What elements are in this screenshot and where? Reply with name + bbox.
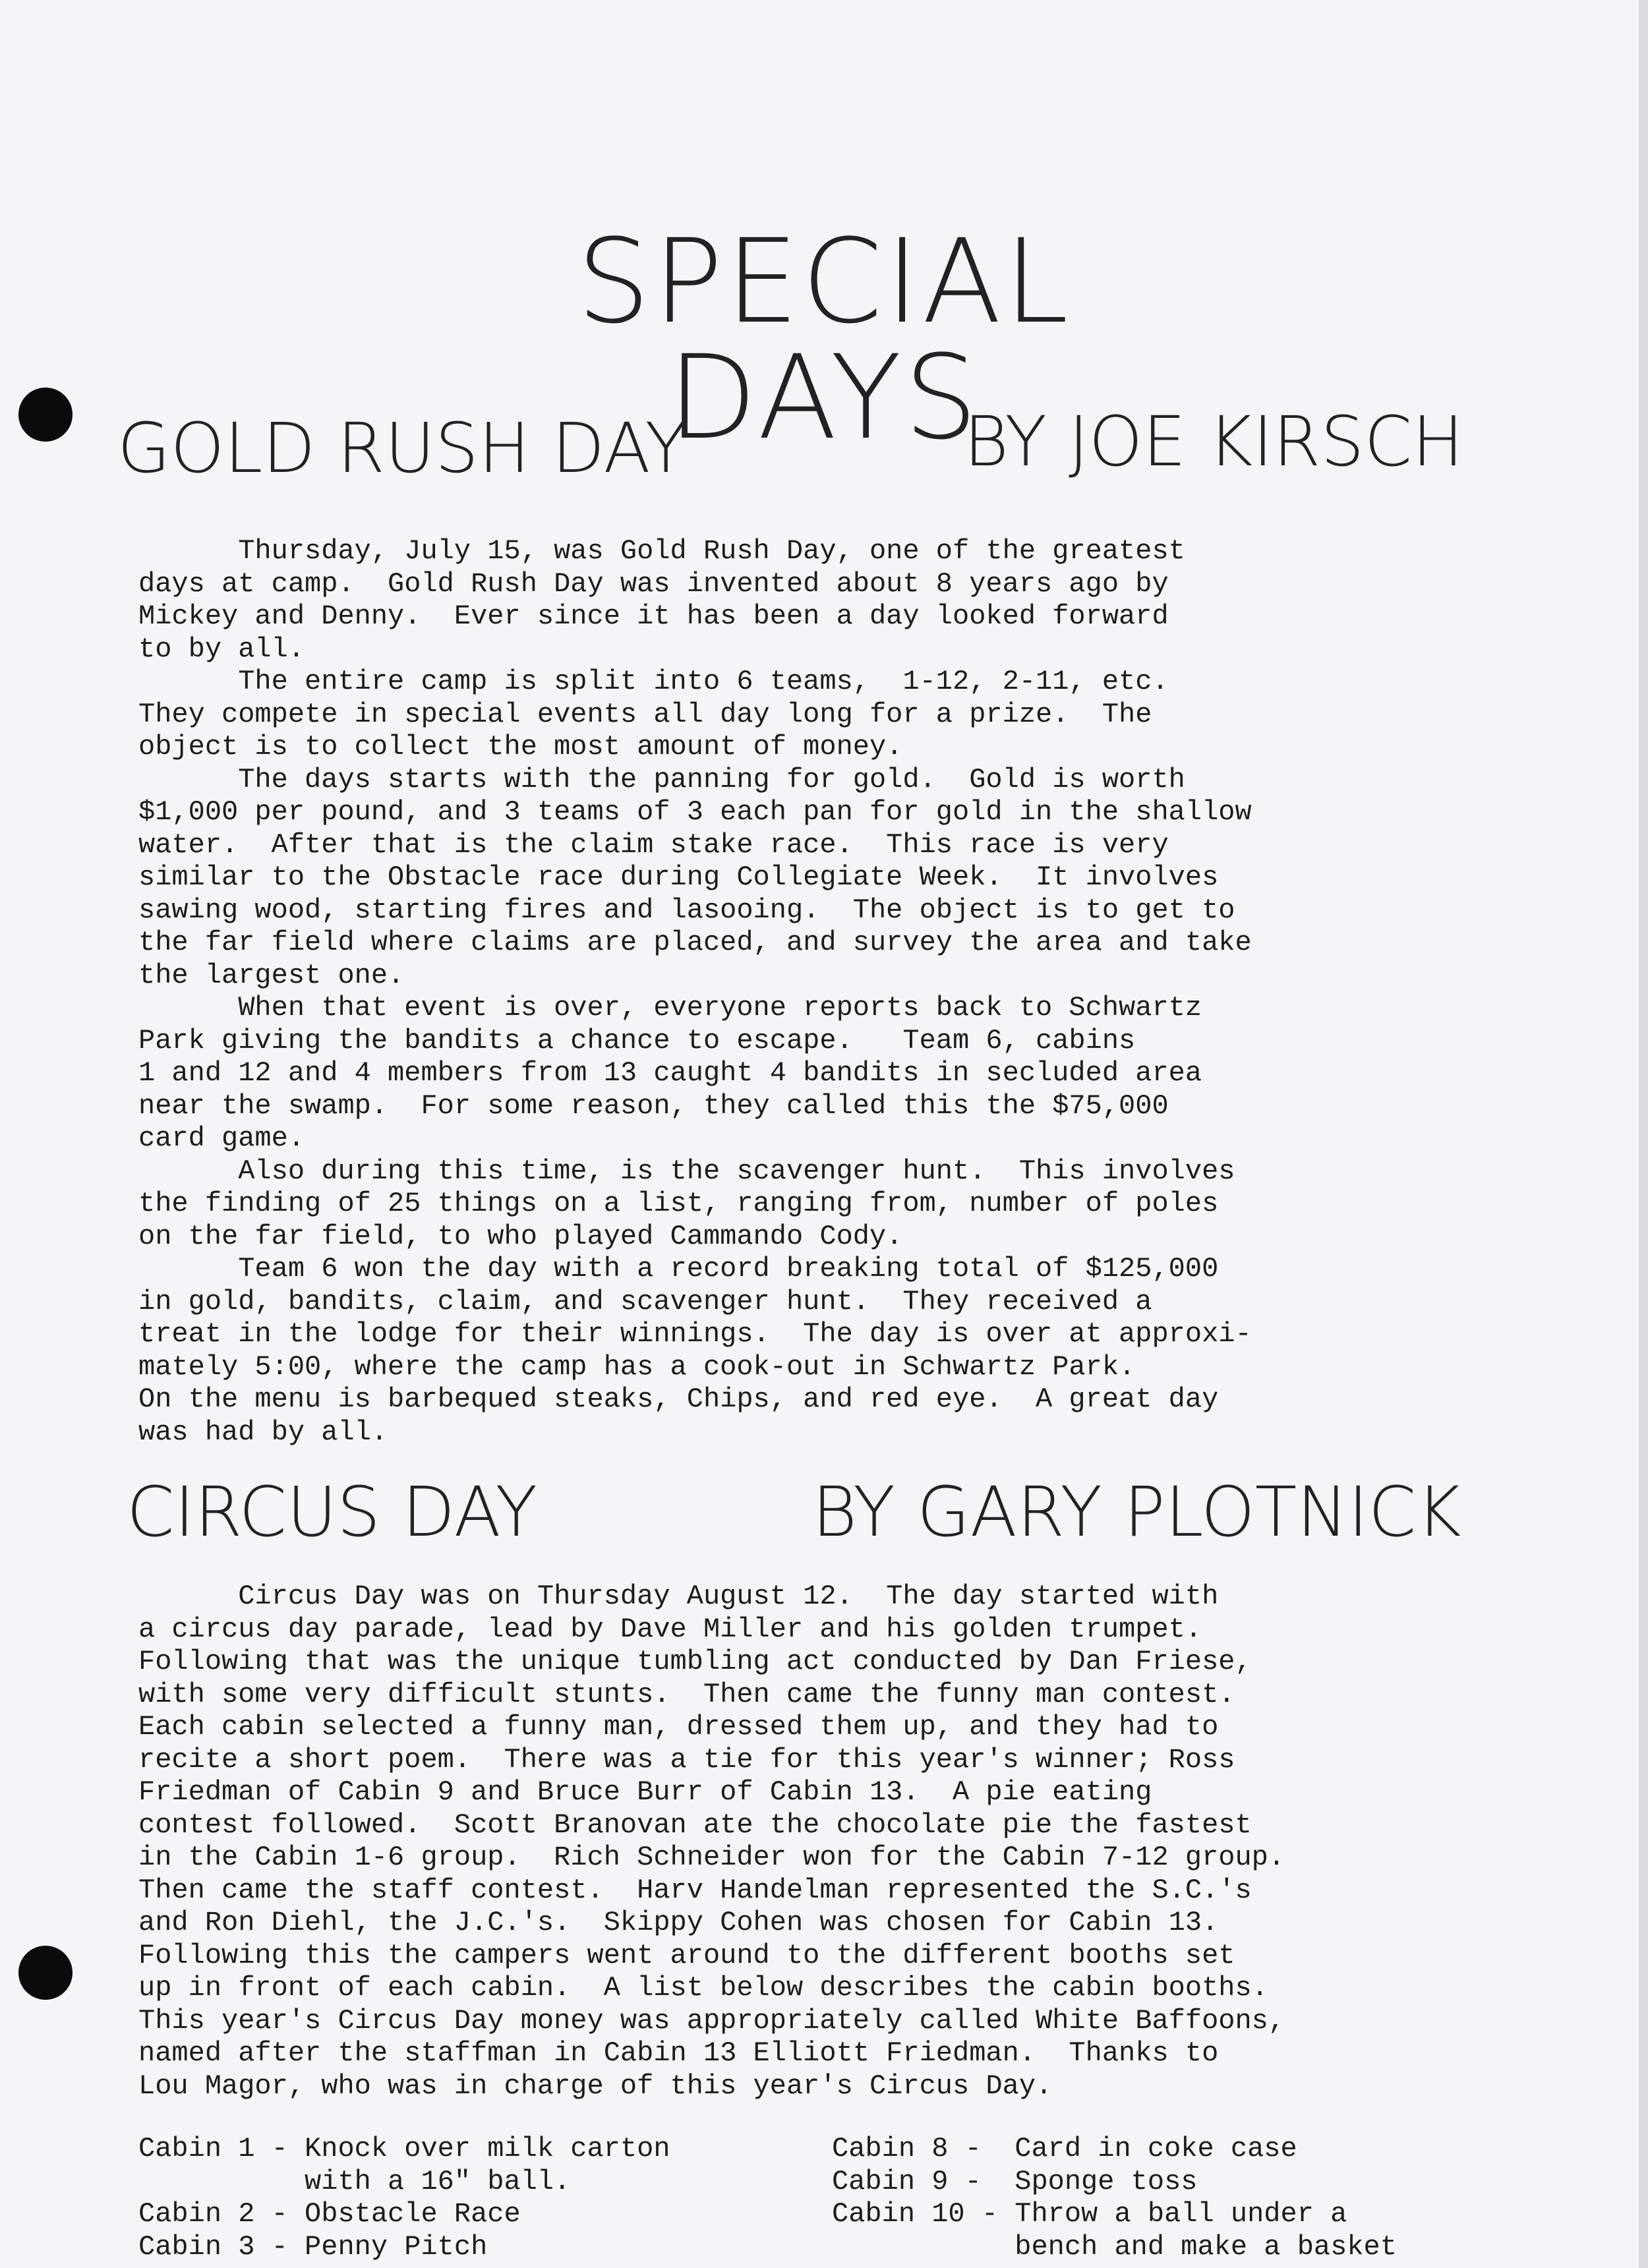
booth-list-left — [138, 2133, 670, 2263]
article-line: Thursday, July 15, was Gold Rush Day, one of the greatest — [138, 535, 1185, 567]
booth-line: with a 16" ball. — [138, 2165, 571, 2197]
binder-hole-top — [18, 388, 73, 442]
booth-line: bench and make a basket — [832, 2230, 1397, 2263]
booth-line: Cabin 3 - Penny Pitch — [138, 2230, 488, 2263]
article-line: card game. — [138, 1122, 305, 1154]
article-line: The days starts with the panning for gold. Gold is worth — [138, 763, 1185, 796]
article-line: The entire camp is split into 6 teams, 1-12, 2-11, etc. — [138, 666, 1169, 697]
article-line: Following that was the unique tumbling act conducted by Dan Friese, — [138, 1646, 1252, 1677]
gold-rush-byline: BY JOE KIRSCH — [964, 401, 1464, 482]
article-line: contest followed. Scott Branovan ate the chocolate pie the fastest — [138, 1809, 1252, 1841]
article-line: and Ron Diehl, the J.C.'s. Skippy Cohen was chosen for Cabin 13. — [138, 1907, 1219, 1938]
article-line: with some very difficult stunts. Then came the funny man contest. — [138, 1678, 1235, 1710]
booth-line: Cabin 8 - Card in coke case — [832, 2133, 1297, 2165]
booth-list-right — [832, 2133, 1397, 2263]
article-line: water. After that is the claim stake race. This race is very — [138, 829, 1169, 861]
article-line: in the Cabin 1-6 group. Rich Schneider won for the Cabin 7-12 group. — [138, 1842, 1285, 1873]
page-title: SPECIAL DAYS — [576, 214, 1072, 465]
article-line: Also during this time, is the scavenger hunt. This involves — [138, 1155, 1235, 1187]
article-line: treat in the lodge for their winnings. The day is over at approxi- — [138, 1318, 1252, 1350]
circus-day-byline: BY GARY PLOTNICK — [812, 1472, 1461, 1552]
article-line: object is to collect the most amount of money. — [138, 731, 903, 763]
booth-line: Cabin 10 - Throw a ball under a — [832, 2198, 1347, 2230]
circus-day-article — [138, 1581, 1457, 2103]
article-line: Then came the staff contest. Harv Handelman represented the S.C.'s — [138, 1874, 1252, 1906]
booth-line: Cabin 9 - Sponge toss — [832, 2165, 1198, 2197]
article-line: Friedman of Cabin 9 and Bruce Burr of Cabin 13. A pie eating — [138, 1776, 1152, 1808]
article-line: up in front of each cabin. A list below describes the cabin booths. — [138, 1972, 1268, 2004]
article-line: was had by all. — [138, 1416, 388, 1448]
article-line: Each cabin selected a funny man, dressed them up, and they had to — [138, 1711, 1219, 1743]
article-line: This year's Circus Day money was appropriately called White Baffoons, — [138, 2004, 1285, 2037]
article-line: $1,000 per pound, and 3 teams of 3 each pan for gold in the shallow — [138, 796, 1252, 828]
article-line: Lou Magor, who was in charge of this year's Circus Day. — [138, 2070, 1053, 2102]
article-line: Circus Day was on Thursday August 12. The day started with — [138, 1581, 1219, 1612]
gold-rush-article — [138, 535, 1457, 1449]
article-line: They compete in special events all day long for a prize. The — [138, 698, 1152, 730]
article-line: the largest one. — [138, 959, 405, 991]
article-line: a circus day parade, lead by Dave Miller and his golden trumpet. — [138, 1613, 1202, 1645]
article-line: mately 5:00, where the camp has a cook-out in Schwartz Park. — [138, 1351, 1136, 1383]
booth-line: Cabin 1 - Knock over milk carton — [138, 2133, 670, 2165]
article-line: similar to the Obstacle race during Collegiate Week. It involves — [138, 861, 1219, 893]
article-line: On the menu is barbequed steaks, Chips, and red eye. A great day — [138, 1383, 1219, 1415]
article-line: Park giving the bandits a chance to escape. Team 6, cabins — [138, 1024, 1136, 1057]
article-line: When that event is over, everyone reports back to Schwartz — [138, 992, 1202, 1024]
article-line: Following this the campers went around to the different booths set — [138, 1939, 1235, 1971]
circus-day-headline: CIRCUS DAY — [127, 1472, 538, 1552]
article-line: recite a short poem. There was a tie for this year's winner; Ross — [138, 1743, 1235, 1776]
article-line: on the far field, to who played Cammando Cody. — [138, 1220, 903, 1252]
article-line: the finding of 25 things on a list, ranging from, number of poles — [138, 1188, 1219, 1219]
article-line: days at camp. Gold Rush Day was invented about 8 years ago by — [138, 567, 1169, 600]
article-line: 1 and 12 and 4 members from 13 caught 4 bandits in secluded area — [138, 1057, 1202, 1089]
article-line: Team 6 won the day with a record breaking total of $125,000 — [138, 1253, 1219, 1285]
article-line: in gold, bandits, claim, and scavenger hunt. They received a — [138, 1285, 1152, 1318]
gold-rush-headline: GOLD RUSH DAY — [117, 408, 688, 488]
article-line: near the swamp. For some reason, they called this the $75,000 — [138, 1090, 1169, 1122]
article-line: to by all. — [138, 633, 305, 665]
paper-edge — [1639, 0, 1648, 2268]
article-line: the far field where claims are placed, and survey the area and take — [138, 927, 1252, 958]
article-line: Mickey and Denny. Ever since it has been a day looked forward — [138, 600, 1169, 632]
article-line: sawing wood, starting fires and lasooing. The object is to get to — [138, 894, 1235, 926]
booth-line: Cabin 2 - Obstacle Race — [138, 2198, 521, 2230]
article-line: named after the staffman in Cabin 13 Elliott Friedman. Thanks to — [138, 2037, 1219, 2069]
binder-hole-bottom — [18, 1946, 73, 2000]
